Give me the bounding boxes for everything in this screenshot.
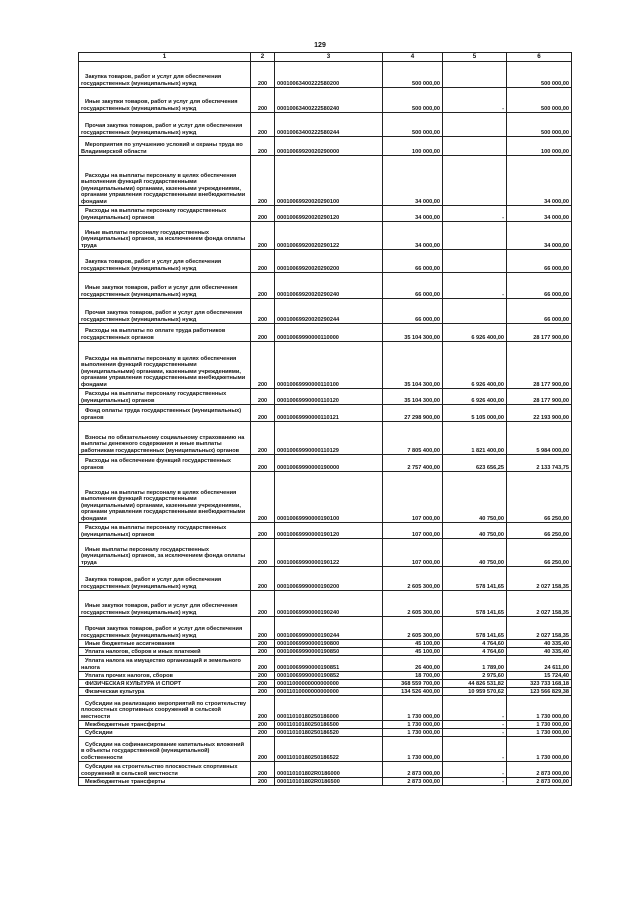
row-plan-cell: 35 104 300,00 (383, 324, 443, 342)
row-rest-cell: 15 724,40 (507, 672, 572, 680)
row-fact-cell: - (443, 206, 507, 222)
row-plan-cell: 26 400,00 (383, 656, 443, 672)
row-plan-cell: 134 526 400,00 (383, 688, 443, 696)
row-rest-cell: 34 000,00 (507, 206, 572, 222)
row-plan-cell: 1 730 000,00 (383, 721, 443, 729)
row-plan-cell: 66 000,00 (383, 273, 443, 299)
row-kvr-cell: 200 (251, 273, 275, 299)
row-rest-cell: 66 250,00 (507, 539, 572, 567)
row-fact-cell: - (443, 778, 507, 786)
row-rest-cell: 323 733 168,18 (507, 680, 572, 688)
header-cell: 2 (251, 53, 275, 62)
row-name-cell: Уплата налога на имущество организаций и земельного налога (79, 656, 251, 672)
row-name-cell: Расходы на выплаты по оплате труда работников государственных органов (79, 324, 251, 342)
row-code-cell: 00010069920020290122 (275, 222, 383, 250)
row-fact-cell: 578 141,65 (443, 591, 507, 617)
row-name-cell: Закупка товаров, работ и услуг для обеспечения государственных (муниципальных) нужд (79, 250, 251, 273)
row-name-cell: Уплата налогов, сборов и иных платежей (79, 648, 251, 656)
table-row (79, 156, 572, 206)
row-code-cell: 00010069990000190000 (275, 455, 383, 472)
row-code-cell: 00010069990000190120 (275, 523, 383, 539)
row-name-cell: Расходы на выплаты персоналу государственных (муниципальных) органов (79, 206, 251, 222)
row-code-cell: 00010069920020290240 (275, 273, 383, 299)
row-fact-cell: 6 926 400,00 (443, 342, 507, 389)
table-row (79, 680, 572, 688)
row-kvr-cell: 200 (251, 156, 275, 206)
table-row (79, 299, 572, 324)
table-row (79, 778, 572, 786)
row-plan-cell: 18 700,00 (383, 672, 443, 680)
row-kvr-cell: 200 (251, 250, 275, 273)
header-cell: 5 (443, 53, 507, 62)
table-row (79, 591, 572, 617)
row-rest-cell: 22 193 900,00 (507, 405, 572, 422)
row-rest-cell: 123 566 829,38 (507, 688, 572, 696)
row-name-cell: Прочая закупка товаров, работ и услуг для обеспечения государственных (муниципальных) нужд (79, 617, 251, 640)
row-rest-cell: 500 000,00 (507, 113, 572, 137)
row-fact-cell: 6 926 400,00 (443, 324, 507, 342)
row-name-cell: Расходы на обеспечение функций государственных органов (79, 455, 251, 472)
table-row (79, 656, 572, 672)
row-name-cell: Иные закупки товаров, работ и услуг для обеспечения государственных (муниципальных) нужд (79, 591, 251, 617)
table-row (79, 640, 572, 648)
row-plan-cell: 107 000,00 (383, 523, 443, 539)
table-row (79, 273, 572, 299)
row-code-cell: 00010069990000190100 (275, 472, 383, 523)
row-plan-cell: 7 805 400,00 (383, 422, 443, 455)
row-plan-cell: 107 000,00 (383, 539, 443, 567)
table-row (79, 762, 572, 778)
row-plan-cell: 2 605 300,00 (383, 617, 443, 640)
row-plan-cell: 2 873 000,00 (383, 778, 443, 786)
table-row (79, 567, 572, 591)
row-rest-cell: 24 611,00 (507, 656, 572, 672)
row-plan-cell: 500 000,00 (383, 113, 443, 137)
row-kvr-cell: 200 (251, 88, 275, 113)
row-kvr-cell: 200 (251, 222, 275, 250)
row-rest-cell: 28 177 900,00 (507, 342, 572, 389)
table-row (79, 88, 572, 113)
row-fact-cell (443, 156, 507, 206)
row-fact-cell: 44 826 531,82 (443, 680, 507, 688)
row-rest-cell: 28 177 900,00 (507, 324, 572, 342)
table-row (79, 405, 572, 422)
row-fact-cell: 1 789,00 (443, 656, 507, 672)
table-header-row (79, 53, 572, 62)
row-kvr-cell: 200 (251, 405, 275, 422)
row-kvr-cell: 200 (251, 648, 275, 656)
row-rest-cell: 2 873 000,00 (507, 778, 572, 786)
row-code-cell: 00010069990000110129 (275, 422, 383, 455)
row-rest-cell: 40 335,40 (507, 640, 572, 648)
row-plan-cell: 100 000,00 (383, 137, 443, 156)
row-code-cell: 00011010180250186520 (275, 729, 383, 737)
table-row (79, 222, 572, 250)
row-code-cell: 00010069990000190800 (275, 640, 383, 648)
row-kvr-cell: 200 (251, 113, 275, 137)
row-kvr-cell: 200 (251, 389, 275, 405)
row-plan-cell: 2 757 400,00 (383, 455, 443, 472)
row-code-cell: 00010063400222580244 (275, 113, 383, 137)
table-row (79, 737, 572, 762)
row-rest-cell: 2 027 158,35 (507, 567, 572, 591)
row-fact-cell: 40 750,00 (443, 539, 507, 567)
row-plan-cell: 35 104 300,00 (383, 342, 443, 389)
row-fact-cell: - (443, 729, 507, 737)
row-rest-cell: 2 133 743,75 (507, 455, 572, 472)
row-rest-cell: 500 000,00 (507, 88, 572, 113)
table-row (79, 688, 572, 696)
row-rest-cell: 500 000,00 (507, 62, 572, 88)
table-row (79, 729, 572, 737)
row-rest-cell: 66 000,00 (507, 299, 572, 324)
row-plan-cell: 368 559 700,00 (383, 680, 443, 688)
row-name-cell: Взносы по обязательному социальному страхованию на выплаты денежного содержания и иные выплаты работникам государственных (муниципальных) органов (79, 422, 251, 455)
row-plan-cell: 107 000,00 (383, 472, 443, 523)
row-code-cell: 000110101802R0186000 (275, 762, 383, 778)
table-row (79, 62, 572, 88)
row-code-cell: 000110101802R0186500 (275, 778, 383, 786)
table-row (79, 206, 572, 222)
table-row (79, 342, 572, 389)
row-code-cell: 00010069990000110100 (275, 342, 383, 389)
row-plan-cell: 1 730 000,00 (383, 729, 443, 737)
row-kvr-cell: 200 (251, 299, 275, 324)
table-row (79, 422, 572, 455)
row-name-cell: ФИЗИЧЕСКАЯ КУЛЬТУРА И СПОРТ (79, 680, 251, 688)
row-kvr-cell: 200 (251, 472, 275, 523)
table-row (79, 455, 572, 472)
row-rest-cell: 28 177 900,00 (507, 389, 572, 405)
row-kvr-cell: 200 (251, 729, 275, 737)
row-name-cell: Иные закупки товаров, работ и услуг для обеспечения государственных (муниципальных) нужд (79, 88, 251, 113)
table-row (79, 137, 572, 156)
budget-table (78, 52, 572, 786)
row-rest-cell: 66 000,00 (507, 273, 572, 299)
row-name-cell: Закупка товаров, работ и услуг для обеспечения государственных (муниципальных) нужд (79, 62, 251, 88)
row-kvr-cell: 200 (251, 324, 275, 342)
header-cell: 1 (79, 53, 251, 62)
row-plan-cell: 66 000,00 (383, 299, 443, 324)
row-name-cell: Иные бюджетные ассигнования (79, 640, 251, 648)
table-row (79, 672, 572, 680)
row-fact-cell: 2 975,60 (443, 672, 507, 680)
row-kvr-cell: 200 (251, 688, 275, 696)
row-code-cell: 00010069990000190850 (275, 648, 383, 656)
row-plan-cell: 45 100,00 (383, 648, 443, 656)
row-name-cell: Иные выплаты персоналу государственных (муниципальных) органов, за исключением фонда оплаты труда (79, 539, 251, 567)
row-code-cell: 00010069920020290000 (275, 137, 383, 156)
row-code-cell: 00010069920020290100 (275, 156, 383, 206)
row-plan-cell: 35 104 300,00 (383, 389, 443, 405)
row-name-cell: Иные выплаты персоналу государственных (муниципальных) органов, за исключением фонда оплаты труда (79, 222, 251, 250)
page-number: 129 (314, 42, 326, 49)
row-name-cell: Прочая закупка товаров, работ и услуг для обеспечения государственных (муниципальных) нужд (79, 113, 251, 137)
row-fact-cell: - (443, 696, 507, 721)
row-plan-cell: 45 100,00 (383, 640, 443, 648)
row-name-cell: Межбюджетные трансферты (79, 721, 251, 729)
row-kvr-cell: 200 (251, 137, 275, 156)
row-fact-cell: 623 656,25 (443, 455, 507, 472)
row-code-cell: 00010069920020290200 (275, 250, 383, 273)
row-kvr-cell: 200 (251, 737, 275, 762)
row-kvr-cell: 200 (251, 342, 275, 389)
row-fact-cell (443, 222, 507, 250)
row-code-cell: 00011010180250186500 (275, 721, 383, 729)
row-name-cell: Межбюджетные трансферты (79, 778, 251, 786)
header-cell: 6 (507, 53, 572, 62)
row-rest-cell: 66 250,00 (507, 523, 572, 539)
row-kvr-cell: 200 (251, 696, 275, 721)
row-code-cell: 00010063400222580200 (275, 62, 383, 88)
row-fact-cell: 5 105 000,00 (443, 405, 507, 422)
row-plan-cell: 27 298 900,00 (383, 405, 443, 422)
row-name-cell: Прочая закупка товаров, работ и услуг для обеспечения государственных (муниципальных) нужд (79, 299, 251, 324)
row-kvr-cell: 200 (251, 62, 275, 88)
row-kvr-cell: 200 (251, 523, 275, 539)
table-row (79, 721, 572, 729)
row-fact-cell: - (443, 737, 507, 762)
table-row (79, 389, 572, 405)
table-row (79, 648, 572, 656)
row-code-cell: 00010069920020290244 (275, 299, 383, 324)
header-cell: 3 (275, 53, 383, 62)
table-row (79, 523, 572, 539)
row-rest-cell: 100 000,00 (507, 137, 572, 156)
row-plan-cell: 2 605 300,00 (383, 567, 443, 591)
row-kvr-cell: 200 (251, 640, 275, 648)
row-fact-cell (443, 299, 507, 324)
row-rest-cell: 34 000,00 (507, 156, 572, 206)
row-kvr-cell: 200 (251, 206, 275, 222)
row-fact-cell (443, 137, 507, 156)
row-rest-cell: 1 730 000,00 (507, 729, 572, 737)
row-fact-cell: 40 750,00 (443, 472, 507, 523)
row-code-cell: 00010069990000110121 (275, 405, 383, 422)
row-rest-cell: 5 984 000,00 (507, 422, 572, 455)
row-name-cell: Расходы на выплаты персоналу в целях обеспечения выполнения функций государственными (муниципальными) органами, казенными учреждениями, органами управления государственными внебюджетными фондами (79, 472, 251, 523)
row-name-cell: Расходы на выплаты персоналу государственных (муниципальных) органов (79, 389, 251, 405)
row-fact-cell: 1 821 400,00 (443, 422, 507, 455)
row-plan-cell: 34 000,00 (383, 156, 443, 206)
row-fact-cell (443, 250, 507, 273)
row-rest-cell: 34 000,00 (507, 222, 572, 250)
row-code-cell: 00010069990000190240 (275, 591, 383, 617)
row-plan-cell: 1 730 000,00 (383, 696, 443, 721)
row-code-cell: 00011010180250186522 (275, 737, 383, 762)
row-fact-cell (443, 62, 507, 88)
row-kvr-cell: 200 (251, 617, 275, 640)
row-kvr-cell: 200 (251, 567, 275, 591)
row-fact-cell: 578 141,65 (443, 567, 507, 591)
row-fact-cell: - (443, 88, 507, 113)
row-code-cell: 00010069990000190852 (275, 672, 383, 680)
row-rest-cell: 1 730 000,00 (507, 737, 572, 762)
row-rest-cell: 40 335,40 (507, 648, 572, 656)
row-name-cell: Уплата прочих налогов, сборов (79, 672, 251, 680)
row-kvr-cell: 200 (251, 778, 275, 786)
row-plan-cell: 500 000,00 (383, 88, 443, 113)
row-code-cell: 00010069990000110120 (275, 389, 383, 405)
row-plan-cell: 1 730 000,00 (383, 737, 443, 762)
row-name-cell: Расходы на выплаты персоналу в целях обеспечения выполнения функций государственными (муниципальными) органами, казенными учреждениями, органами управления государственными внебюджетными фондами (79, 156, 251, 206)
row-code-cell: 00011010180250186000 (275, 696, 383, 721)
row-code-cell: 00010063400222580240 (275, 88, 383, 113)
row-code-cell: 00010069920020290120 (275, 206, 383, 222)
row-kvr-cell: 200 (251, 762, 275, 778)
row-kvr-cell: 200 (251, 539, 275, 567)
row-rest-cell: 1 730 000,00 (507, 696, 572, 721)
row-kvr-cell: 200 (251, 656, 275, 672)
row-rest-cell: 2 027 158,35 (507, 617, 572, 640)
row-rest-cell: 2 873 000,00 (507, 762, 572, 778)
row-fact-cell: 578 141,65 (443, 617, 507, 640)
row-kvr-cell: 200 (251, 672, 275, 680)
row-name-cell: Физическая культура (79, 688, 251, 696)
table-row (79, 113, 572, 137)
row-code-cell: 00010069990000110000 (275, 324, 383, 342)
table-row (79, 324, 572, 342)
row-name-cell: Субсидии на строительство плоскостных спортивных сооружений в сельской местности (79, 762, 251, 778)
row-plan-cell: 34 000,00 (383, 206, 443, 222)
row-name-cell: Субсидии на реализацию мероприятий по строительству плоскостных спортивных сооружений в сельской местности (79, 696, 251, 721)
row-code-cell: 00010069990000190200 (275, 567, 383, 591)
row-rest-cell: 2 027 158,35 (507, 591, 572, 617)
row-name-cell: Субсидии (79, 729, 251, 737)
row-name-cell: Расходы на выплаты персоналу в целях обеспечения выполнения функций государственными (муниципальными) органами, казенными учреждениями, органами управления государственными внебюджетными фондами (79, 342, 251, 389)
row-code-cell: 00011010000000000000 (275, 688, 383, 696)
row-fact-cell: 4 764,60 (443, 648, 507, 656)
row-fact-cell: 6 926 400,00 (443, 389, 507, 405)
row-plan-cell: 500 000,00 (383, 62, 443, 88)
row-rest-cell: 66 250,00 (507, 472, 572, 523)
row-plan-cell: 2 873 000,00 (383, 762, 443, 778)
row-kvr-cell: 200 (251, 422, 275, 455)
row-name-cell: Субсидии на софинансирование капитальных вложений в объекты государственной (муниципальной) собственности (79, 737, 251, 762)
table-row (79, 250, 572, 273)
row-code-cell: 00010069990000190122 (275, 539, 383, 567)
row-name-cell: Расходы на выплаты персоналу государственных (муниципальных) органов (79, 523, 251, 539)
row-rest-cell: 66 000,00 (507, 250, 572, 273)
row-fact-cell: 10 959 570,62 (443, 688, 507, 696)
row-fact-cell (443, 113, 507, 137)
row-name-cell: Фонд оплаты труда государственных (муниципальных) органов (79, 405, 251, 422)
table-row (79, 696, 572, 721)
row-code-cell: 00010069990000190244 (275, 617, 383, 640)
row-plan-cell: 34 000,00 (383, 222, 443, 250)
row-plan-cell: 66 000,00 (383, 250, 443, 273)
table-row (79, 472, 572, 523)
row-name-cell: Иные закупки товаров, работ и услуг для обеспечения государственных (муниципальных) нужд (79, 273, 251, 299)
row-fact-cell: 4 764,60 (443, 640, 507, 648)
row-plan-cell: 2 605 300,00 (383, 591, 443, 617)
row-kvr-cell: 200 (251, 455, 275, 472)
table-row (79, 617, 572, 640)
table-row (79, 539, 572, 567)
row-kvr-cell: 200 (251, 591, 275, 617)
row-fact-cell: - (443, 721, 507, 729)
row-fact-cell: 40 750,00 (443, 523, 507, 539)
row-name-cell: Мероприятия по улучшению условий и охраны труда во Владимирской области (79, 137, 251, 156)
row-name-cell: Закупка товаров, работ и услуг для обеспечения государственных (муниципальных) нужд (79, 567, 251, 591)
row-fact-cell: - (443, 762, 507, 778)
row-kvr-cell: 200 (251, 680, 275, 688)
row-fact-cell: - (443, 273, 507, 299)
row-code-cell: 00011000000000000000 (275, 680, 383, 688)
row-kvr-cell: 200 (251, 721, 275, 729)
row-code-cell: 00010069990000190851 (275, 656, 383, 672)
row-rest-cell: 1 730 000,00 (507, 721, 572, 729)
header-cell: 4 (383, 53, 443, 62)
